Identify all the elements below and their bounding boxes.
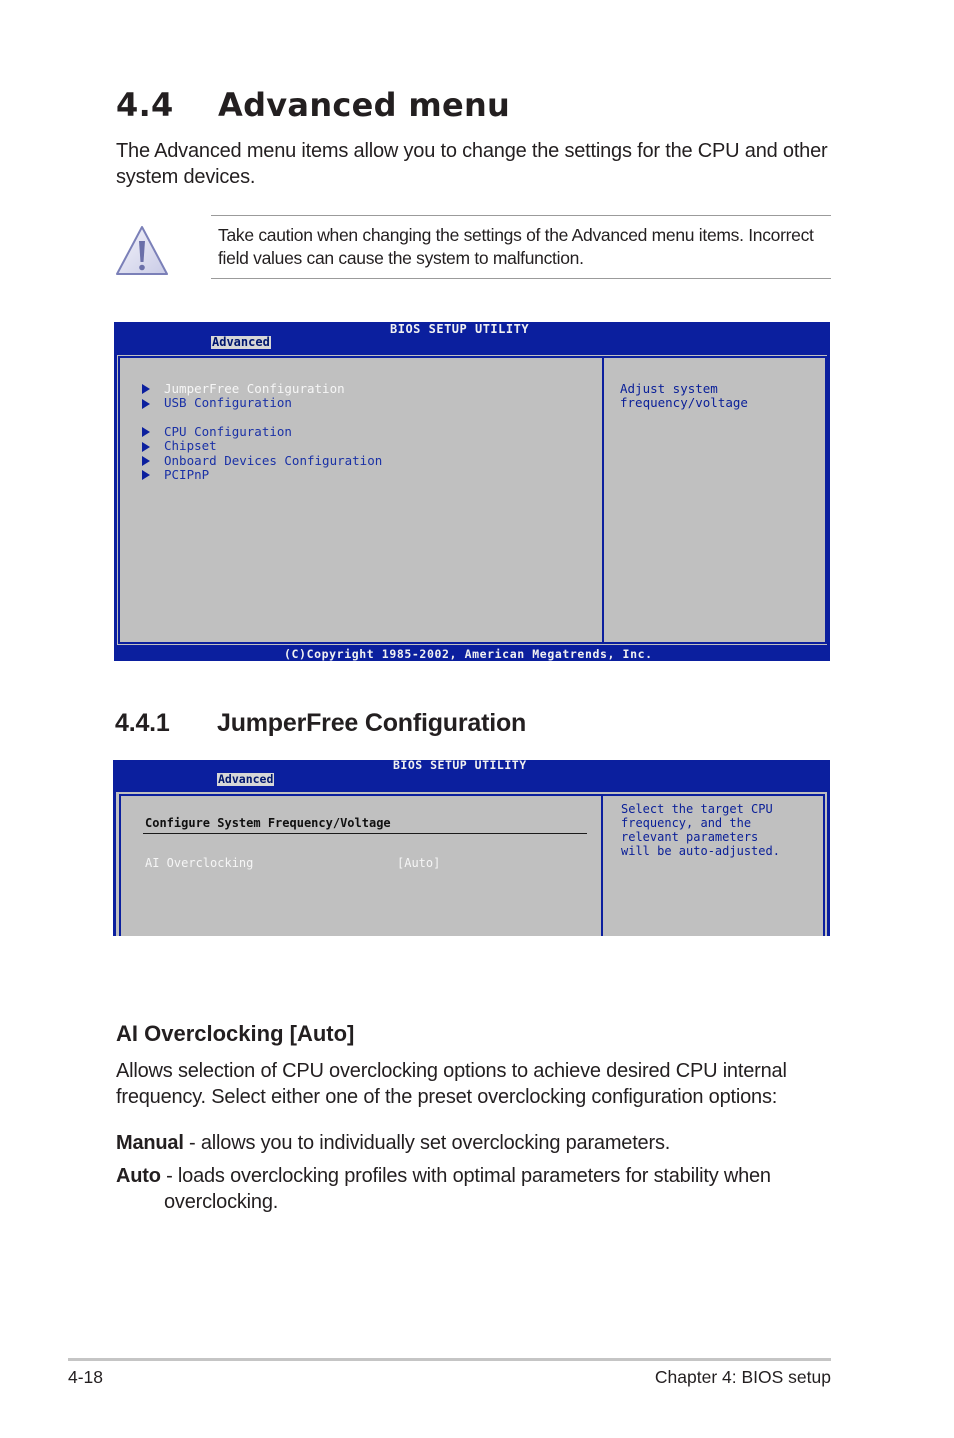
- subsection-title: JumperFree Configuration: [217, 709, 527, 737]
- section-heading: [116, 86, 510, 124]
- option-text: - allows you to individually set overclocking parameters.: [183, 1132, 671, 1154]
- submenu-arrow-icon: [142, 399, 150, 409]
- bios-help-panel: [602, 356, 827, 644]
- bios-title-bar: [114, 322, 830, 352]
- bios-body-frame: [113, 789, 830, 936]
- bios-help-panel: [601, 794, 825, 936]
- option-auto: [116, 1163, 844, 1215]
- menu-item-usb[interactable]: USB Configuration: [164, 395, 292, 410]
- settings-divider: [143, 833, 587, 834]
- page-number: 4-18: [68, 1367, 104, 1387]
- bios-status-bar: [114, 648, 830, 661]
- submenu-arrow-icon: [142, 456, 150, 466]
- menu-item-cpu[interactable]: CPU Configuration: [164, 424, 292, 439]
- bios-title: BIOS SETUP UTILITY: [393, 760, 527, 772]
- ai-overclocking-label[interactable]: AI Overclocking: [145, 856, 254, 870]
- subsection-heading: [115, 709, 526, 738]
- submenu-arrow-icon: [142, 470, 150, 480]
- bios-copyright: (C)Copyright 1985-2002, American Megatrends, Inc.: [284, 647, 653, 661]
- menu-item-pcipnp[interactable]: PCIPnP: [164, 467, 210, 482]
- bios-menu-panel: [118, 356, 604, 644]
- ai-overclocking-description: Allows selection of CPU overclocking options to achieve desired CPU internal frequency. Select either one of the preset overclocking configuration options:: [116, 1060, 787, 1108]
- ai-overclocking-heading: AI Overclocking [Auto]: [116, 1021, 355, 1046]
- submenu-arrow-icon: [142, 427, 150, 437]
- menu-item-onboard[interactable]: Onboard Devices Configuration: [164, 453, 383, 468]
- tab-advanced[interactable]: Advanced: [212, 335, 270, 349]
- bios-settings-panel: [119, 794, 603, 936]
- help-line: relevant parameters: [621, 830, 759, 844]
- bios-body-frame: [114, 352, 830, 648]
- section-title: Advanced menu: [218, 86, 511, 124]
- help-line: Adjust system: [620, 381, 718, 396]
- help-line: will be auto-adjusted.: [621, 844, 780, 858]
- menu-item-jumperfree[interactable]: JumperFree Configuration: [164, 381, 345, 396]
- footer-rule: [68, 1358, 831, 1361]
- bios-screen-advanced: [114, 322, 830, 661]
- option-text: - loads overclocking profiles with optimal parameters for stability when overclocking.: [160, 1165, 771, 1213]
- help-line: frequency/voltage: [620, 395, 748, 410]
- submenu-arrow-icon: [142, 442, 150, 452]
- bios-screen-jumperfree: [113, 760, 830, 936]
- option-manual: [116, 1130, 816, 1156]
- ai-overclocking-value[interactable]: [Auto]: [397, 856, 441, 870]
- help-line: Select the target CPU: [621, 802, 773, 816]
- option-name: Manual: [116, 1132, 184, 1154]
- bios-title-bar: [113, 760, 830, 789]
- chapter-label: Chapter 4: BIOS setup: [654, 1367, 831, 1387]
- section-intro: The Advanced menu items allow you to change the settings for the CPU and other system devices.: [116, 140, 828, 188]
- option-name: Auto: [116, 1165, 161, 1187]
- tab-advanced[interactable]: Advanced: [218, 772, 274, 786]
- bios-title: BIOS SETUP UTILITY: [390, 322, 530, 336]
- caution-text: Take caution when changing the settings of the Advanced menu items. Incorrect field values can cause the system to malfunction.: [218, 225, 814, 268]
- menu-item-chipset[interactable]: Chipset: [164, 438, 217, 453]
- submenu-arrow-icon: [142, 384, 150, 394]
- subsection-number: 4.4.1: [115, 709, 170, 737]
- warning-triangle-icon: [115, 224, 169, 278]
- caution-top-rule: [211, 215, 831, 216]
- section-number: 4.4: [116, 86, 174, 124]
- caution-bottom-rule: [211, 278, 831, 279]
- help-line: frequency, and the: [621, 816, 752, 830]
- settings-heading: Configure System Frequency/Voltage: [145, 816, 391, 830]
